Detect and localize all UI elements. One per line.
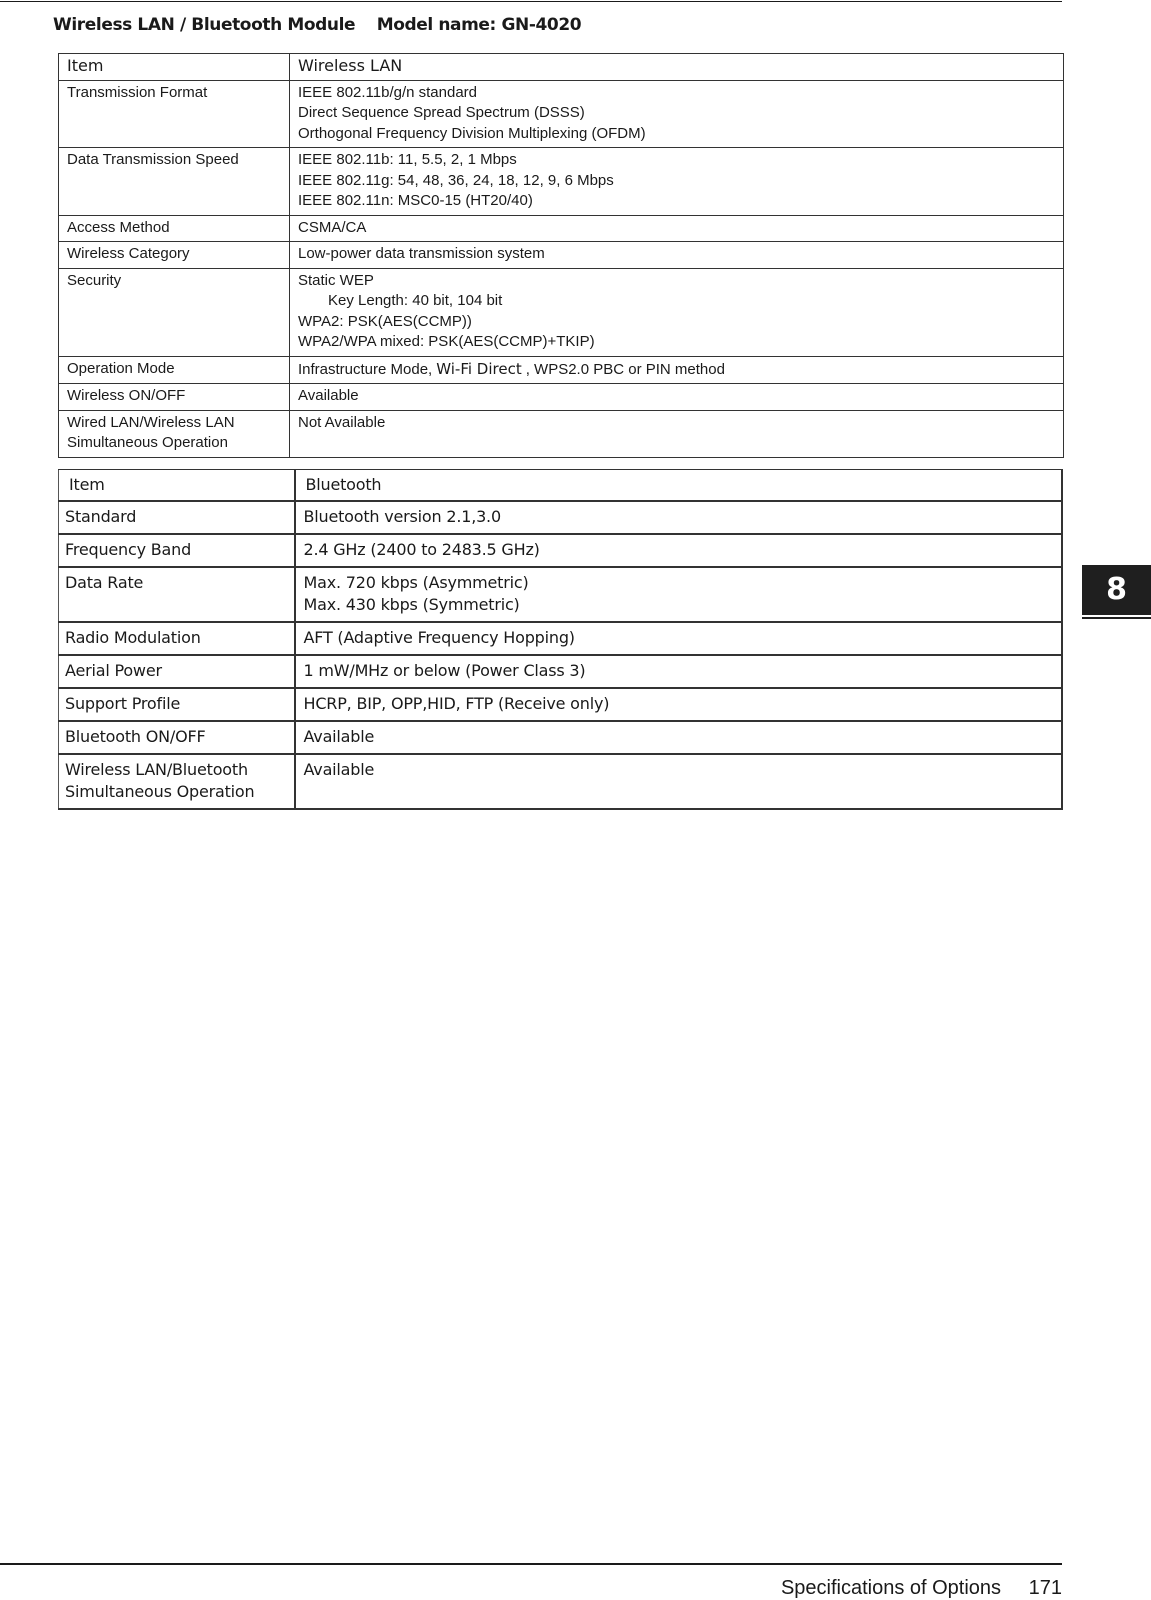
model-name: Model name: GN-4020: [376, 15, 582, 35]
row-label: Wireless ON/OFF: [59, 384, 290, 411]
value-part: , WPS2.0 PBC or PIN method: [525, 360, 725, 378]
label-line: Simultaneous Operation: [65, 782, 255, 801]
bluetooth-spec-table: [58, 469, 1063, 810]
label-line: Simultaneous Operation: [67, 434, 228, 451]
row-label: Aerial Power: [59, 655, 295, 688]
value-part: Infrastructure Mode,: [298, 360, 433, 378]
value-line: WPA2/WPA mixed: PSK(AES(CCMP)+TKIP): [298, 333, 595, 350]
row-label: Radio Modulation: [59, 622, 295, 655]
row-label: Wireless Category: [59, 242, 290, 269]
row-label: Support Profile: [59, 688, 295, 721]
row-label: Access Method: [59, 215, 290, 242]
value-line: Direct Sequence Spread Spectrum (DSSS): [298, 104, 585, 121]
row-value: Available: [295, 754, 1062, 809]
row-value: 2.4 GHz (2400 to 2483.5 GHz): [295, 534, 1062, 567]
table-row: [59, 622, 1062, 655]
row-label: Security: [59, 268, 290, 356]
header-item: Item: [59, 470, 295, 502]
value-line: Key Length: 40 bit, 104 bit: [328, 292, 503, 309]
table-row: [59, 80, 1064, 148]
chapter-tab: 8: [1082, 565, 1151, 615]
table-row: [59, 356, 1064, 384]
top-rule: [0, 1, 1062, 2]
chapter-tab-underline: [1082, 617, 1151, 619]
page-title: [53, 15, 581, 35]
table-row: [59, 410, 1064, 457]
table-row: [59, 688, 1062, 721]
header-bluetooth: Bluetooth: [295, 470, 1062, 502]
row-value: AFT (Adaptive Frequency Hopping): [295, 622, 1062, 655]
table-row: [59, 721, 1062, 754]
row-label: Transmission Format: [59, 80, 290, 148]
row-value: [295, 567, 1062, 622]
table-row: [59, 754, 1062, 809]
label-line: Wired LAN/Wireless LAN: [67, 413, 235, 431]
table-row: [59, 268, 1064, 356]
row-label: [59, 410, 290, 457]
table-row: [59, 501, 1062, 534]
wifi-direct-label: Wi-Fi Direct: [436, 359, 522, 378]
row-value: Available: [295, 721, 1062, 754]
value-line: IEEE 802.11g: 54, 48, 36, 24, 18, 12, 9, 6 Mbps: [298, 171, 614, 189]
value-line: Max. 430 kbps (Symmetric): [303, 595, 520, 614]
row-value: [290, 268, 1064, 356]
table-row: [59, 384, 1064, 411]
bottom-rule: [0, 1563, 1062, 1565]
table-row: [59, 567, 1062, 622]
row-value: HCRP, BIP, OPP,HID, FTP (Receive only): [295, 688, 1062, 721]
label-line: Wireless LAN/Bluetooth: [65, 760, 248, 779]
row-label: Standard: [59, 501, 295, 534]
value-line: IEEE 802.11b/g/n standard: [298, 83, 478, 101]
row-value: [290, 80, 1064, 148]
table-header-row: [59, 54, 1064, 81]
row-label: Bluetooth ON/OFF: [59, 721, 295, 754]
row-value: Available: [290, 384, 1064, 411]
row-label: [59, 754, 295, 809]
value-line: Max. 720 kbps (Asymmetric): [303, 573, 529, 592]
table-row: [59, 534, 1062, 567]
row-label: Data Rate: [59, 567, 295, 622]
page-footer: [781, 1577, 1062, 1600]
page-number: 171: [1028, 1577, 1062, 1599]
footer-section-title: Specifications of Options: [780, 1577, 1002, 1599]
row-value: 1 mW/MHz or below (Power Class 3): [295, 655, 1062, 688]
row-value: CSMA/CA: [290, 215, 1064, 242]
header-item: Item: [59, 54, 290, 81]
table-row: [59, 655, 1062, 688]
row-value: Bluetooth version 2.1,3.0: [295, 501, 1062, 534]
value-line: IEEE 802.11b: 11, 5.5, 2, 1 Mbps: [298, 151, 517, 168]
value-line: IEEE 802.11n: MSC0-15 (HT20/40): [298, 192, 533, 209]
table-row: [59, 148, 1064, 216]
table-row: [59, 242, 1064, 269]
table-header-row: [59, 470, 1062, 502]
row-value: Not Available: [290, 410, 1064, 457]
row-value: [290, 148, 1064, 216]
value-line: WPA2: PSK(AES(CCMP)): [298, 312, 472, 330]
header-wireless-lan: Wireless LAN: [290, 54, 1064, 81]
wireless-lan-spec-table: [58, 53, 1064, 458]
table-row: [59, 215, 1064, 242]
row-value: Low-power data transmission system: [290, 242, 1064, 269]
row-label: Data Transmission Speed: [59, 148, 290, 216]
row-label: Operation Mode: [59, 356, 290, 384]
module-title: Wireless LAN / Bluetooth Module: [53, 15, 356, 35]
value-line: Orthogonal Frequency Division Multiplexing (OFDM): [298, 124, 646, 142]
value-line: Static WEP: [298, 271, 374, 289]
row-value: [290, 356, 1064, 384]
row-label: Frequency Band: [59, 534, 295, 567]
